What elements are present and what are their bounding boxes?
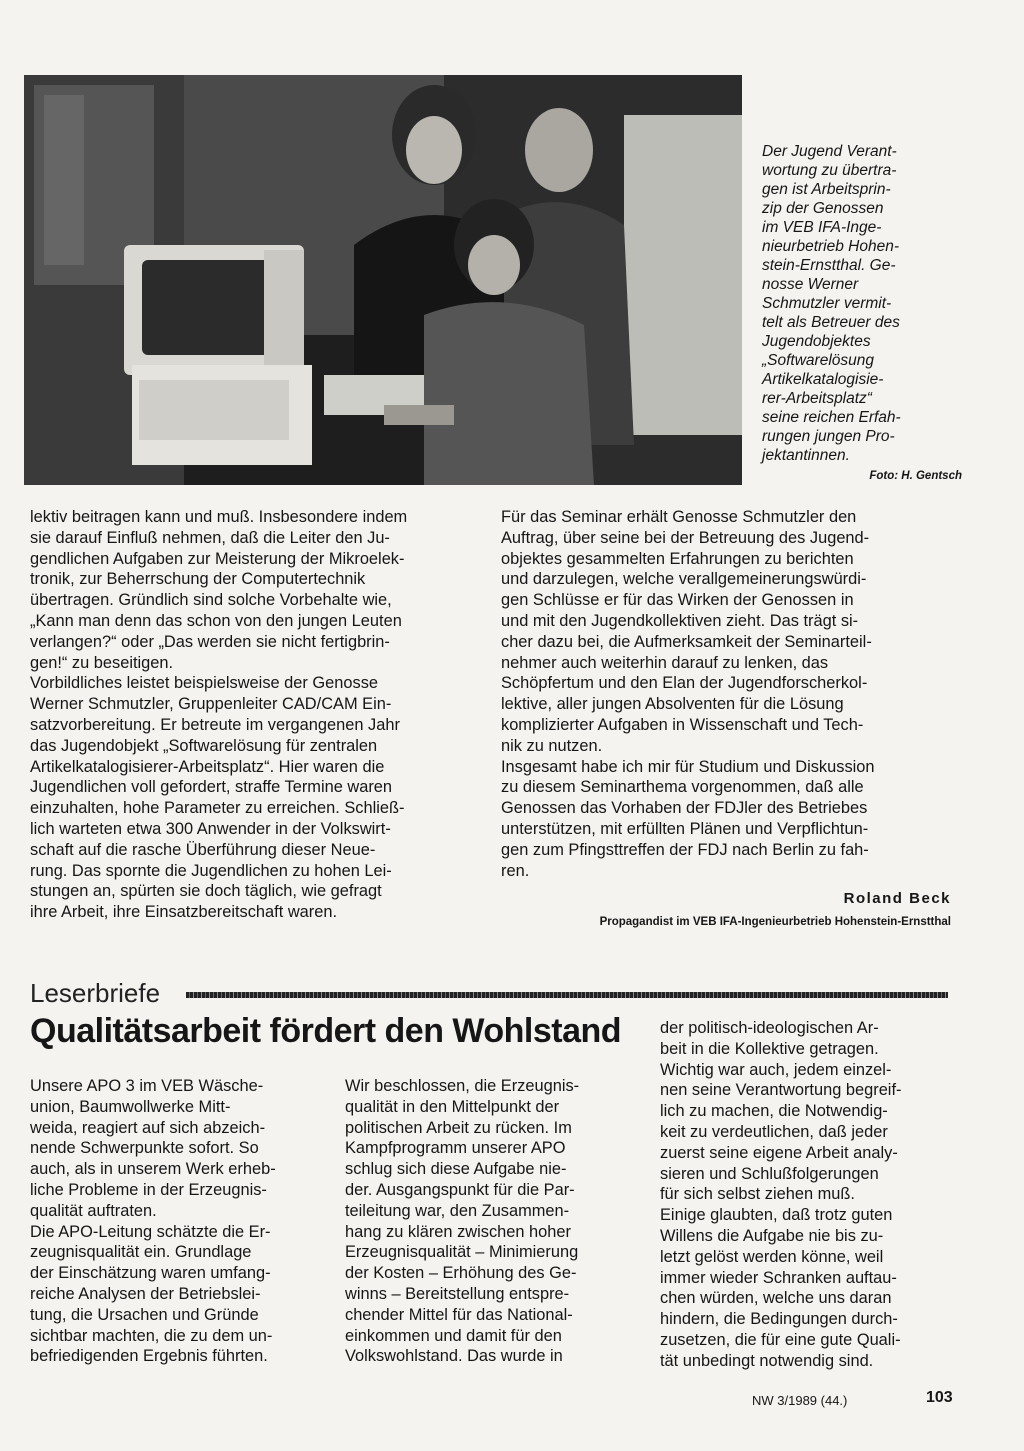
article-column-left — [30, 507, 490, 923]
letter-paragraph: Einige glaubten, daß trotz guten Willens die Aufgabe nie bis zu- letzt gelöst werden könne, weil immer wieder Schranken auftau- chen würden, welche uns daran hindern, die Bedingungen durch- zusetzen, die für eine gute Quali- tät unbedingt notwendig sind. — [660, 1206, 901, 1370]
section-rule — [186, 992, 948, 998]
article-column-right — [501, 507, 951, 933]
photo-caption — [762, 142, 962, 486]
page-number: 103 — [926, 1389, 953, 1406]
letter-paragraph: der politisch-ideologischen Ar- beit in die Kollektive getragen. — [660, 1019, 879, 1058]
article-photo — [24, 75, 742, 485]
issue-reference: NW 3/1989 (44.) — [752, 1393, 848, 1408]
letter-paragraph: Wir beschlossen, die Erzeugnis- qualität in den Mittelpunkt der politischen Arbeit zu rücken. Im Kampfprogramm unserer APO schlug sich diese Aufgabe nie- der. Ausgangspunkt für die Par- teileitung war, den Zusammen- hang zu klären zwischen hoher Erzeugnisqualität – Minimierung der Kosten – Erhöhung des Ge- winns – Bereitstellung entspre- chender Mittel für das National- einkommen und damit für den Volkswohlstand. Das wurde in — [345, 1077, 580, 1366]
letter-column-1 — [30, 1076, 322, 1367]
author-role: Propagandist im VEB IFA-Ingenieurbetrieb Hohenstein-Ernstthal — [599, 916, 951, 929]
photo-illustration — [24, 75, 742, 485]
letter-paragraph: Die APO-Leitung schätzte die Er- zeugnisqualität ein. Grundlage der Einschätzung waren umfang- reiche Analysen der Betriebslei- tung, die Ursachen und Gründe sichtbar machten, die zu dem un- befriedigenden Ergebnis führten. — [30, 1222, 273, 1366]
article-paragraph: lektiv beitragen kann und muß. Insbesondere indem sie darauf Einfluß nehmen, daß die Leiter den Ju- gendlichen Aufgaben zur Meisterung der Mikroelek- tronik, zur Beherrschung der Computertechnik übertragen. Gründlich sind solche Vorbehalte wie, „Kann man denn das schon von den jungen Leuten verlangen?“ oder „Das werden sie nicht fertigbrin- gen!“ zu beseitigen. — [30, 508, 408, 672]
article-paragraph: Für das Seminar erhält Genosse Schmutzler den Auftrag, über seine bei der Betreuung des Jugend- objektes gesammelten Erfahrungen zu berichten und darzulegen, welche verallgemeinerungswürdi- gen Schlüsse er für das Wirken der Genossen in und mit den Jugendkollektiven zieht. Das trägt si- cher dazu bei, die Aufmerksamkeit der Seminarteil- nehmer auch weiterhin darauf zu lenken, das Schöpfertum und den Elan der Jugendforscherkol- lektive, aller jungen Absolventen für die Lösung komplizierter Aufgaben in Wissenschaft und Tech- nik zu nutzen. — [501, 508, 872, 755]
letter-headline: Qualitätsarbeit fördert den Wohlstand — [30, 1012, 622, 1050]
photo-caption-text: Der Jugend Verant- wortung zu übertra- gen ist Arbeitsprin- zip der Genossen im VEB IFA-Inge- nieurbetrieb Hohen- stein-Ernstthal. Ge- nosse Werner Schmutzler vermit- telt als Betreuer des Jugendobjektes „Softwarelösung Artikelkatalogisie- rer-Arbeitsplatz“ seine reichen Erfah- rungen jungen Pro- jektantinnen. — [762, 143, 901, 464]
photo-credit: Foto: H. Gentsch — [869, 470, 962, 482]
article-paragraph: Vorbildliches leistet beispielsweise der Genosse Werner Schmutzler, Gruppenleiter CAD/CAM Ein- satzvorbereitung. Er betreute im vergangenen Jahr das Jugendobjekt „Softwarelösung für zentralen Artikelkatalogisierer-Arbeitsplatz“. Hier waren die Jugendlichen voll gefordert, straffe Termine waren einzuhalten, hohe Parameter zu erreichen. Schließ- lich warteten etwa 300 Anwender in der Volkswirt- schaft auf die rasche Überführung dieser Neue- rung. Das spornte die Jugendlichen zu hohen Lei- stungen an, spürten sie doch täglich, wie gefragt ihre Arbeit, ihre Einsatzbereitschaft waren. — [30, 674, 405, 922]
letter-paragraph: Wichtig war auch, jedem einzel- nen seine Verantwortung begreif- lich zu machen, die Notwendig- keit zu verdeutlichen, daß jeder zuerst seine eigene Arbeit analy- sieren und Schlußfolgerungen für sich selbst ziehen muß. — [660, 1060, 902, 1204]
section-label: Leserbriefe — [30, 978, 161, 1008]
letter-paragraph: Unsere APO 3 im VEB Wäsche- union, Baumwollwerke Mitt- weida, reagiert auf sich abzeich- nende Schwerpunkte sofort. So auch, als in unserem Werk erheb- liche Probleme in der Erzeugnis- qualität auftraten. — [30, 1077, 276, 1220]
letter-column-3 — [660, 1018, 952, 1372]
article-paragraph: Insgesamt habe ich mir für Studium und Diskussion zu diesem Seminarthema vorgenommen, daß alle Genossen das Vorhaben der FDJler des Betriebes unterstützen, mit erfüllten Plänen und Verpflichtun- gen zum Pfingsttreffen der FDJ nach Berlin zu fah- ren. — [501, 757, 875, 880]
author-name: Roland Beck — [843, 890, 951, 908]
letter-column-2 — [345, 1076, 637, 1367]
